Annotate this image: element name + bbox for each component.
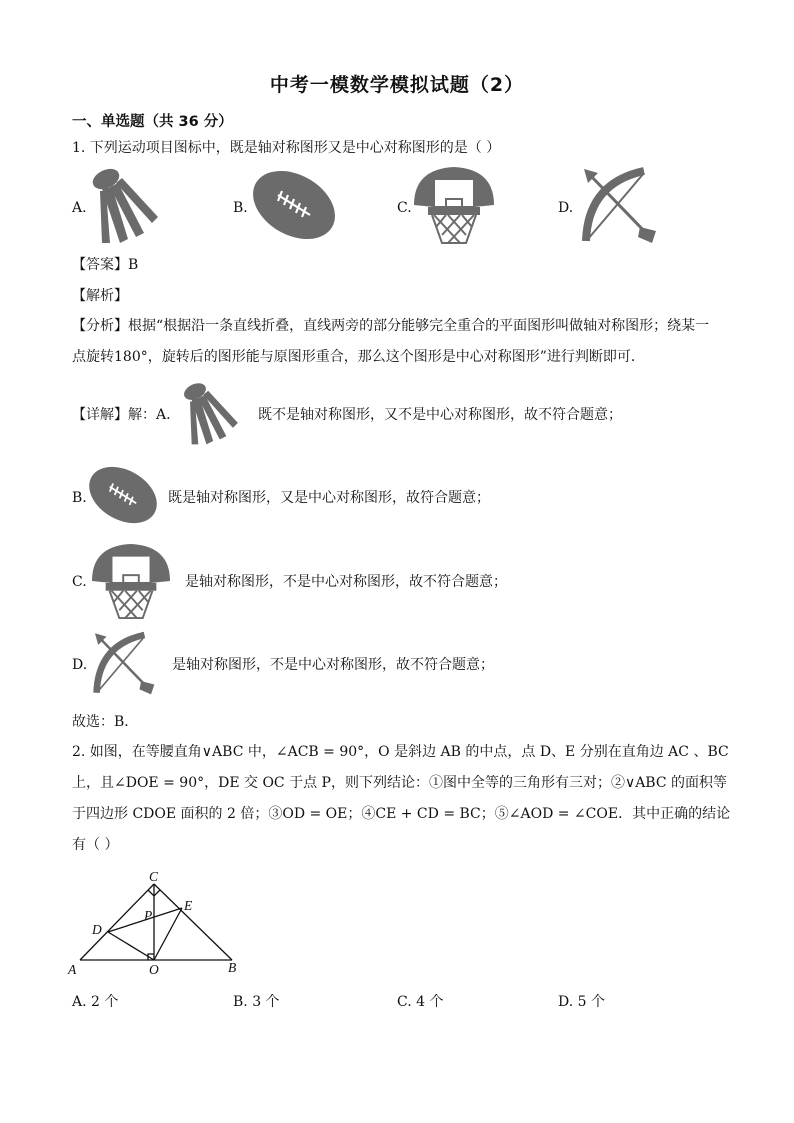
q2-option-b: B. 3 个: [233, 994, 280, 1010]
q2-option-c: C. 4 个: [397, 994, 444, 1010]
q1-option-a-label: A.: [72, 200, 87, 216]
q2-option-a: A. 2 个: [72, 994, 119, 1010]
fenxi-line2: 点旋转180°，旋转后的图形能与原图形重合，那么这个图形是中心对称图形”进行判断即可．: [72, 349, 645, 365]
point-label-o: O: [149, 962, 159, 977]
q2-line2: 上，且∠DOE = 90°，DE 交 OC 于点 P，则下列结论：①图中全等的三角形有三对；②∨ABC 的面积等: [72, 775, 728, 791]
detail-tag: 【详解】: [72, 407, 128, 423]
point-label-e: E: [184, 898, 193, 913]
fenxi-tag: 【分析】: [72, 318, 128, 334]
q2-option-d: D. 5 个: [558, 994, 605, 1010]
rugby-ball-icon: [252, 165, 336, 245]
badminton-shuttlecock-icon: [175, 380, 243, 446]
point-label-d: D: [92, 922, 102, 937]
detail-b-text: 既是轴对称图形，又是中心对称图形，故符合题意；: [168, 490, 490, 506]
detail-prefix: 解：A.: [128, 407, 171, 423]
detail-d-label: D.: [72, 657, 88, 673]
q2-line4: 有（ ）: [72, 837, 119, 853]
point-label-c: C: [149, 869, 159, 884]
answer-value: B: [128, 257, 139, 273]
q1-stem: 1. 下列运动项目图标中，既是轴对称图形又是中心对称图形的是（ ）: [72, 140, 501, 156]
archery-bow-arrow-icon: [90, 630, 156, 696]
geometry-figure: [68, 868, 248, 978]
point-label-p: P: [144, 908, 153, 923]
q1-option-c-label: C.: [397, 200, 412, 216]
analysis-tag: 【解析】: [72, 288, 128, 304]
q2-line1: 2. 如图，在等腰直角∨ABC 中，∠ACB = 90°，O 是斜边 AB 的中点，点 D、E 分别在直角边 AC 、BC: [72, 744, 729, 760]
rugby-ball-icon: [88, 462, 158, 528]
detail-c-text: 是轴对称图形，不是中心对称图形，故不符合题意；: [185, 574, 507, 590]
q1-option-d-label: D.: [558, 200, 574, 216]
point-label-b: B: [228, 960, 237, 975]
basketball-hoop-icon: [90, 542, 172, 620]
detail-d-text: 是轴对称图形，不是中心对称图形，故不符合题意；: [172, 657, 494, 673]
q1-option-b-label: B.: [233, 200, 248, 216]
detail-c-label: C.: [72, 574, 87, 590]
page-title: 中考一模数学模拟试题（2）: [269, 74, 525, 96]
q2-line3: 于四边形 CDOE 面积的 2 倍；③OD = OE；④CE + CD = BC；⑤∠AOD = ∠COE．其中正确的结论: [72, 806, 731, 822]
archery-bow-arrow-icon: [578, 165, 658, 245]
detail-b-label: B.: [72, 490, 87, 506]
badminton-shuttlecock-icon: [88, 165, 158, 245]
q1-conclusion: 故选：B．: [72, 714, 139, 730]
detail-a-text: 既不是轴对称图形，又不是中心对称图形，故不符合题意；: [258, 407, 622, 423]
point-label-a: A: [68, 962, 77, 977]
basketball-hoop-icon: [412, 165, 496, 245]
answer-tag: 【答案】: [72, 257, 128, 273]
section-heading: 一、单选题（共 36 分）: [72, 114, 233, 130]
fenxi-line1: 根据“根据沿一条直线折叠，直线两旁的部分能够完全重合的平面图形叫做轴对称图形；绕某一: [128, 318, 710, 334]
